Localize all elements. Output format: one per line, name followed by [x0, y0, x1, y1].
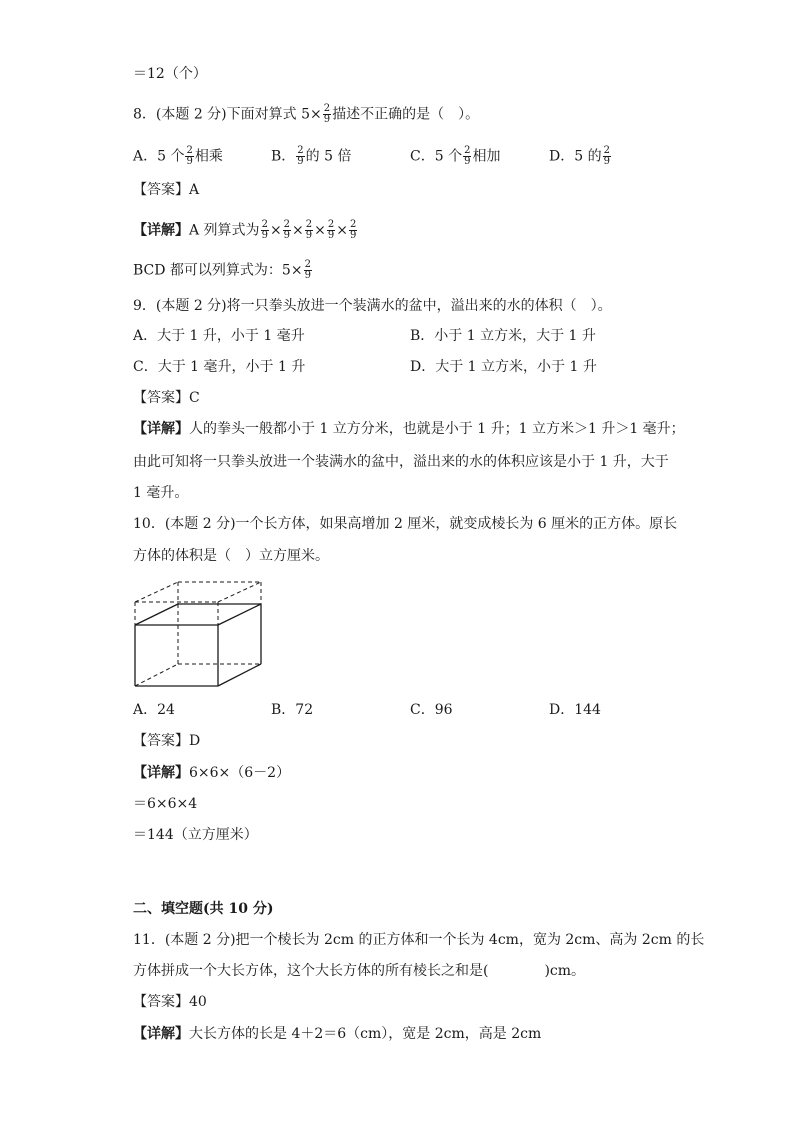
fraction: $\frac{2}{9}$ [323, 103, 331, 125]
q9-option-a: A．大于 1 升，小于 1 毫升 [133, 328, 305, 344]
q9-option-c: C．大于 1 毫升，小于 1 升 [133, 359, 306, 375]
q9-stem: 9．(本题 2 分)将一只拳头放进一个装满水的盆中，溢出来的水的体积（ ）。 [133, 298, 612, 314]
fraction: $\frac{2}{9}$ [305, 219, 313, 241]
q10-detail-1: 【详解】6×6×（6－2） [133, 765, 291, 781]
fraction: $\frac{2}{9}$ [304, 259, 311, 281]
q8-option-b: B． $\frac{2}{9}$ 的 5 倍 [271, 145, 352, 167]
fraction: $\frac{2}{9}$ [261, 219, 268, 241]
fraction: $\frac{2}{9}$ [186, 145, 193, 167]
q10-answer: 【答案】D [133, 733, 201, 749]
cuboid-figure [128, 578, 268, 690]
q10-stem-2: 方体的体积是（ ）立方厘米。 [133, 548, 329, 564]
q8-option-c: C．5 个 $\frac{2}{9}$ 相加 [410, 145, 501, 167]
q10-option-b: B．72 [271, 702, 314, 718]
q10-detail-3: ＝144（立方厘米） [133, 827, 258, 843]
q10-option-d: D．144 [549, 702, 601, 718]
q9-detail-2: 由此可知将一只拳头放进一个装满水的盆中，溢出来的水的体积应该是小于 1 升，大于 [133, 454, 669, 470]
q9-detail-3: 1 毫升。 [133, 485, 189, 501]
fraction: $\frac{2}{9}$ [327, 219, 335, 241]
fraction: $\frac{2}{9}$ [603, 145, 610, 167]
q8-stem-a: 8．(本题 2 分)下面对算式 5× [133, 106, 322, 123]
q10-detail-2: ＝6×6×4 [133, 796, 198, 812]
q9-detail-1: 【详解】人的拳头一般都小于 1 立方分米，也就是小于 1 升；1 立方米＞1 升＞1 毫升； [133, 421, 685, 437]
fraction: $\frac{2}{9}$ [350, 219, 357, 241]
q8-stem-b: 描述不正确的是（ ）。 [332, 106, 480, 123]
q11-stem-1: 11．(本题 2 分)把一个棱长为 2cm 的正方体和一个长为 4cm，宽为 2cm、高为 2cm 的长 [133, 932, 705, 948]
q11-answer: 【答案】40 [133, 994, 207, 1010]
q8-stem [133, 104, 479, 125]
fraction: $\frac{2}{9}$ [297, 145, 304, 167]
q7-result: ＝12（个） [133, 66, 207, 82]
q8-option-d: D．5 的 $\frac{2}{9}$ [549, 145, 610, 167]
q11-stem-2: 方体拼成一个大长方体，这个大长方体的所有棱长之和是( )cm。 [133, 963, 586, 979]
q11-detail: 【详解】大长方体的长是 4＋2＝6（cm），宽是 2cm，高是 2cm [133, 1026, 542, 1042]
q10-option-a: A．24 [133, 702, 175, 718]
q9-answer: 【答案】C [133, 390, 200, 406]
q9-option-b: B．小于 1 立方米，大于 1 升 [410, 328, 596, 344]
q10-option-c: C．96 [410, 702, 453, 718]
q10-stem-1: 10．(本题 2 分)一个长方体，如果高增加 2 厘米，就变成棱长为 6 厘米的正方体。原长 [133, 516, 678, 532]
q8-option-a: A．5 个 $\frac{2}{9}$ 相乘 [133, 145, 223, 167]
fraction: $\frac{2}{9}$ [464, 145, 471, 167]
q8-detail-bcd: BCD 都可以列算式为：5× $\frac{2}{9}$ [133, 259, 311, 281]
q8-detail: 【详解】A 列算式为 $\frac{2}{9}$ × $\frac{2}{9}$ × $\frac{2}{9}$ × $\frac{2}{9}$ × $\frac{2}{9}$ [133, 219, 357, 241]
q8-answer: 【答案】A [133, 182, 200, 198]
fraction: $\frac{2}{9}$ [283, 219, 291, 241]
section-heading: 二、填空题(共 10 分) [133, 901, 274, 917]
q9-option-d: D．大于 1 立方米，小于 1 升 [410, 359, 597, 375]
